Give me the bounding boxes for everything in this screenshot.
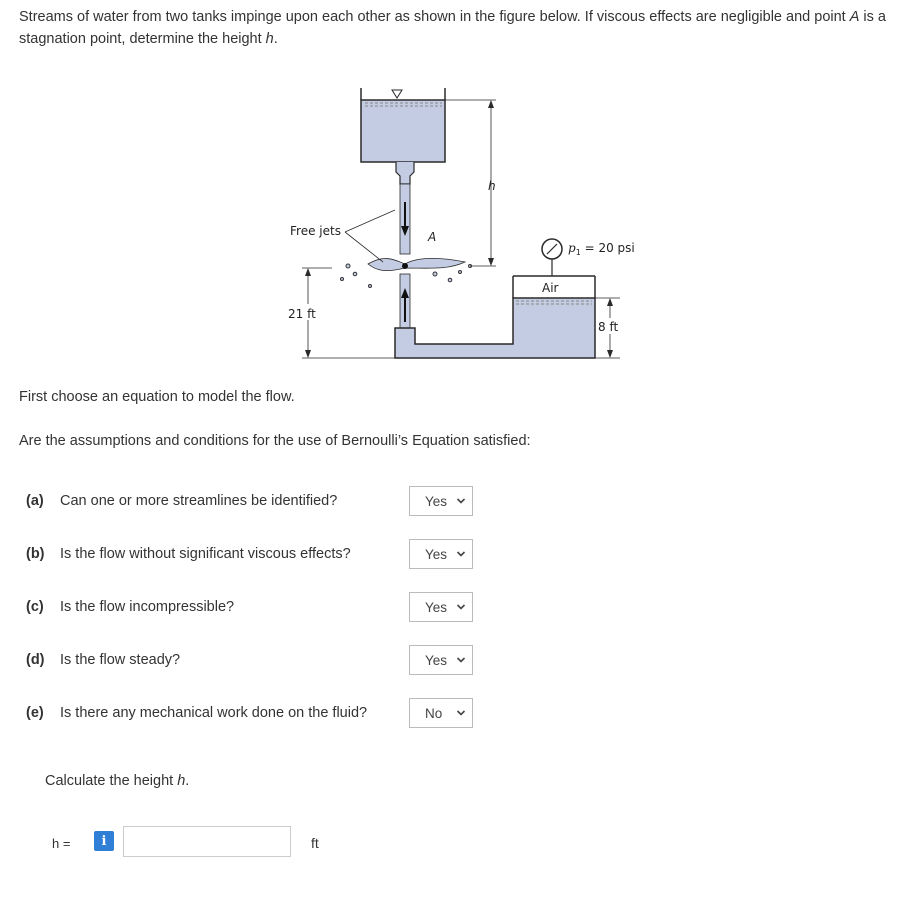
select-question-b[interactable] [409, 539, 473, 569]
problem-text-3: . [273, 31, 278, 47]
question-text: Is the flow incompressible? [60, 599, 235, 615]
chevron-down-icon [456, 708, 466, 718]
answer-unit: ft [311, 835, 319, 851]
chevron-down-icon [456, 496, 466, 506]
left-dimension-label: 21 ft [288, 307, 316, 321]
select-question-a[interactable] [409, 486, 473, 516]
question-text: Is the flow steady? [60, 652, 181, 668]
question-letter: (e) [26, 705, 44, 721]
question-text: Is there any mechanical work done on the fluid? [60, 705, 368, 721]
chevron-down-icon [456, 602, 466, 612]
calculate-prompt [45, 773, 189, 789]
select-question-c[interactable] [409, 592, 473, 622]
free-surface-icon [392, 90, 402, 98]
answer-input[interactable] [123, 826, 291, 857]
free-jets-label: Free jets [290, 224, 341, 238]
question-text: Can one or more streamlines be identified? [60, 493, 338, 509]
lead-text-1: First choose an equation to model the flow. [19, 389, 295, 405]
select-question-d[interactable] [409, 645, 473, 675]
air-label: Air [542, 281, 559, 295]
lead-text-2: Are the assumptions and conditions for the use of Bernoulli’s Equation satisfied: [19, 433, 531, 449]
problem-var-h: h [265, 31, 274, 47]
answer-label: h = [52, 836, 71, 851]
question-letter: (d) [26, 652, 45, 668]
select-value: Yes [425, 599, 448, 615]
right-dimension-label: 8 ft [598, 320, 619, 334]
question-b [26, 546, 351, 562]
lower-tank [395, 298, 595, 358]
select-value: Yes [425, 652, 448, 668]
tank-figure [270, 76, 670, 366]
calc-var: h [177, 773, 186, 789]
chevron-down-icon [456, 549, 466, 559]
question-d [26, 652, 180, 668]
select-value: Yes [425, 493, 448, 509]
question-a [26, 493, 337, 509]
problem-statement [19, 6, 889, 50]
tank-diagram [270, 76, 670, 366]
select-question-e[interactable] [409, 698, 473, 728]
question-letter: (a) [26, 493, 44, 509]
select-value: Yes [425, 546, 448, 562]
question-letter: (b) [26, 546, 45, 562]
calc-prefix: Calculate the height [45, 773, 178, 789]
stagnation-point [402, 263, 408, 269]
problem-text-2: is a stagnation point, determine the height [19, 9, 886, 47]
question-letter: (c) [26, 599, 44, 615]
chevron-down-icon [456, 655, 466, 665]
splash [368, 258, 465, 270]
problem-var-a: A [849, 9, 860, 25]
problem-text-1: Streams of water from two tanks impinge upon each other as shown in the figure below. If viscous effects are negligible and point [19, 9, 850, 25]
point-a-label: A [428, 230, 437, 244]
upper-tank [361, 100, 445, 162]
select-value: No [425, 705, 443, 721]
question-text: Is the flow without significant viscous effects? [60, 546, 351, 562]
question-c [26, 599, 234, 615]
info-icon[interactable]: i [94, 831, 114, 851]
pressure-label: $p_1 = 20$ psi [568, 241, 635, 257]
h-label: h [488, 179, 496, 193]
question-e [26, 705, 367, 721]
calc-suffix: . [185, 773, 190, 789]
